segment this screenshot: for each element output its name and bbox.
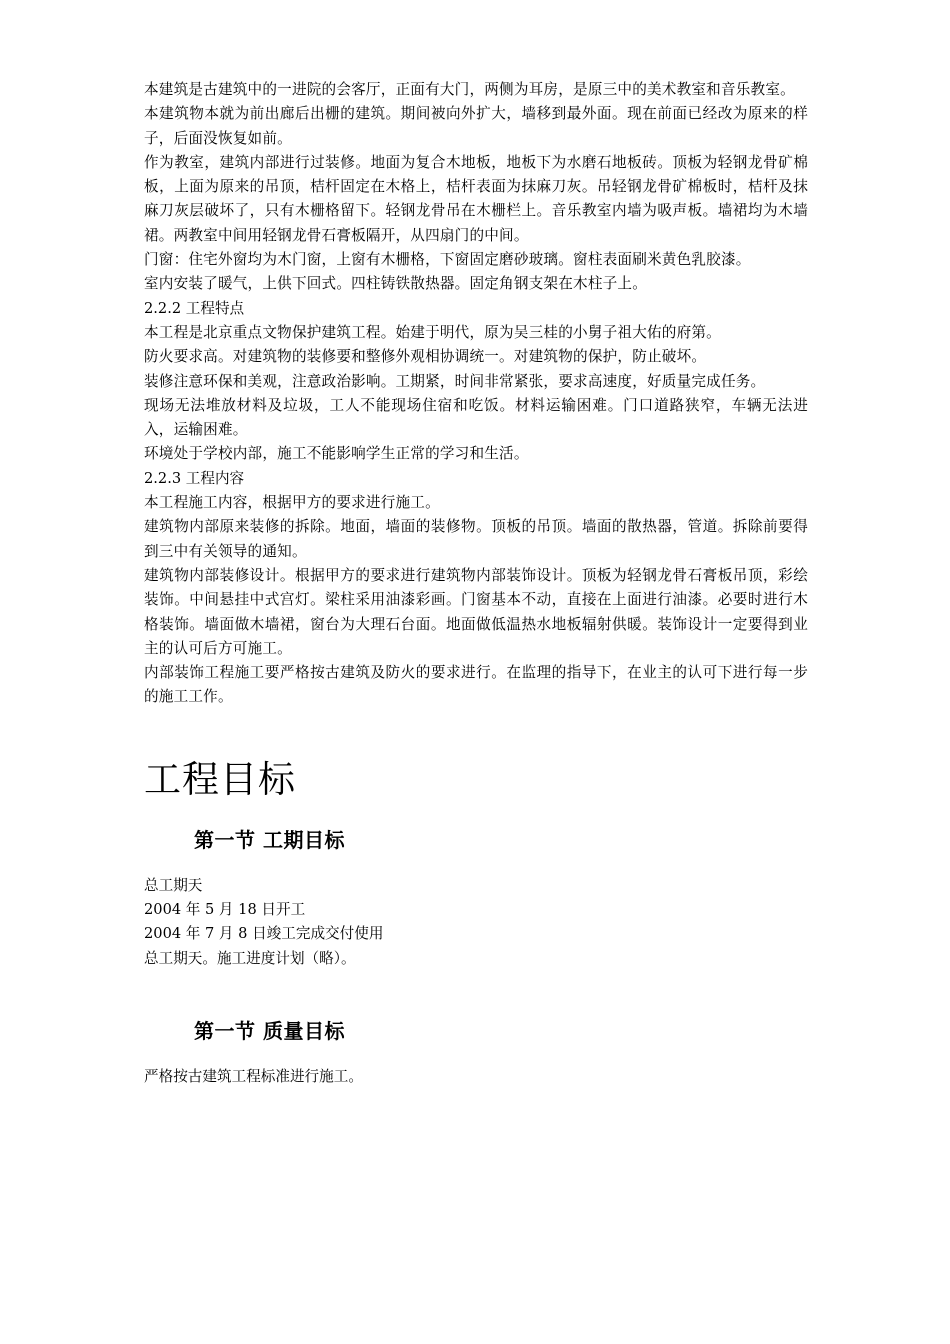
body-paragraph: 门窗：住宅外窗均为木门窗，上窗有木栅格，下窗固定磨砂玻璃。窗柱表面刷米黄色乳胶漆。 <box>144 251 751 269</box>
schedule-section-title: 第一节 工期目标 <box>194 827 345 852</box>
schedule-lines <box>144 874 808 971</box>
body-paragraph: 作为教室，建筑内部进行过装修。地面为复合木地板，地板下为水磨石地板砖。顶板为轻钢龙骨矿棉板，上面为原来的吊顶，桔杆固定在木格上，桔杆表面为抹麻刀灰。吊轻钢龙骨矿棉板时，桔杆及抹麻刀灰层破坏了，只有木栅格留下。轻钢龙骨吊在木栅栏上。音乐教室内墙为吸声板。墙裙均为木墙裙。两教室中间用轻钢龙骨石膏板隔开，从四扇门的中间。 <box>144 153 808 244</box>
schedule-line: 2004 年 5 月 18 日开工 <box>144 901 306 919</box>
quality-line: 严格按古建筑工程标准进行施工。 <box>144 1067 363 1085</box>
schedule-line: 2004 年 7 月 8 日竣工完成交付使用 <box>144 925 384 943</box>
body-paragraph: 环境处于学校内部，施工不能影响学生正常的学习和生活。 <box>144 445 529 463</box>
schedule-line: 总工期天。施工进度计划（略）。 <box>144 949 356 967</box>
chapter-title: 工程目标 <box>144 757 296 801</box>
body-paragraph: 本工程是北京重点文物保护建筑工程。始建于明代，原为吴三桂的小舅子祖大佑的府第。 <box>144 323 721 341</box>
section-heading-2-2-3: 2.2.3 工程内容 <box>144 469 245 487</box>
body-paragraph: 本建筑是古建筑中的一进院的会客厅，正面有大门，两侧为耳房，是原三中的美术教室和音乐教室。 <box>144 81 795 98</box>
document-page <box>144 78 808 1089</box>
body-paragraph: 内部装饰工程施工要严格按古建筑及防火的要求进行。在监理的指导下，在业主的认可下进行每一步的施工工作。 <box>144 664 808 706</box>
body-paragraph: 本建筑物本就为前出廊后出栅的建筑。期间被向外扩大，墙移到最外面。现在前面已经改为原来的样子，后面没恢复如前。 <box>144 105 808 147</box>
body-paragraph: 防火要求高。对建筑物的装修要和整修外观相协调统一。对建筑物的保护，防止破坏。 <box>144 348 707 366</box>
body-paragraph: 建筑物内部原来装修的拆除。地面，墙面的装修物。顶板的吊顶。墙面的散热器，管道。拆除前要得到三中有关领导的通知。 <box>144 518 808 560</box>
quality-section-title: 第一节 质量目标 <box>194 1018 345 1043</box>
schedule-line: 总工期天 <box>144 876 203 894</box>
body-paragraph: 现场无法堆放材料及垃圾，工人不能现场住宿和吃饭。材料运输困难。门口道路狭窄，车辆无法进入，运输困难。 <box>144 396 808 439</box>
body-paragraph: 室内安装了暖气，上供下回式。四柱铸铁散热器。固定角钢支架在木柱子上。 <box>144 275 647 293</box>
body-paragraph: 建筑物内部装修设计。根据甲方的要求进行建筑物内部装饰设计。顶板为轻钢龙骨石膏板吊顶，彩绘装饰。中间悬挂中式宫灯。梁柱采用油漆彩画。门窗基本不动，直接在上面进行油漆。必要时进行木格装饰。墙面做木墙裙，窗台为大理石台面。地面做低温热水地板辐射供暖。装饰设计一定要得到业主的认可后方可施工。 <box>144 566 808 657</box>
body-paragraph: 装修注意环保和美观，注意政治影响。工期紧，时间非常紧张，要求高速度，好质量完成任务。 <box>144 372 766 390</box>
body-paragraph: 本工程施工内容，根据甲方的要求进行施工。 <box>144 494 440 512</box>
quality-lines <box>144 1065 808 1089</box>
section-heading-2-2-2: 2.2.2 工程特点 <box>144 299 245 317</box>
